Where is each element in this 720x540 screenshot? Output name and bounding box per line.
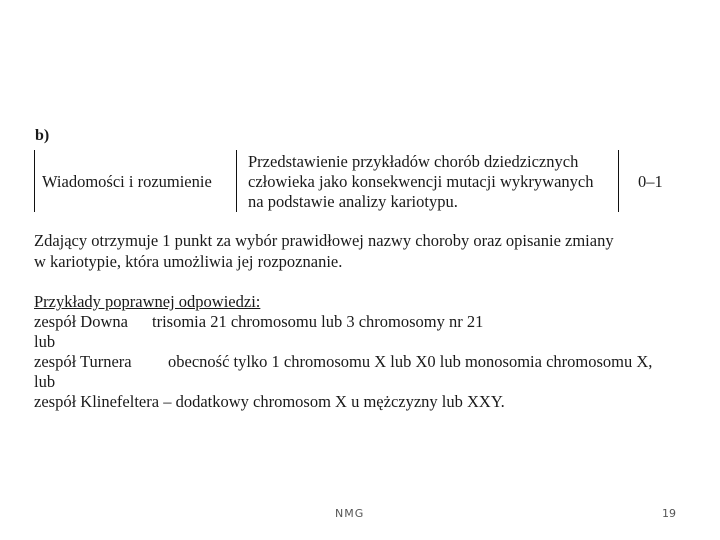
example-or: lub <box>34 332 56 351</box>
example-description: trisomia 21 chromosomu lub 3 chromosomy nr 21 <box>152 312 484 331</box>
criteria-description <box>248 152 628 212</box>
example-term: zespół Downa <box>34 312 128 331</box>
examples-title: Przykłady poprawnej odpowiedzi: <box>34 292 261 311</box>
scoring-rule-line: w kariotypie, która umożliwia jej rozpoznanie. <box>34 252 343 271</box>
footer-text: NMG <box>335 507 365 520</box>
example-term: zespół Turnera <box>34 352 132 371</box>
criteria-points: 0–1 <box>638 172 663 191</box>
criteria-description-line: na podstawie analizy kariotypu. <box>248 192 458 211</box>
page-number: 19 <box>662 507 676 520</box>
criteria-description-line: człowieka jako konsekwencji mutacji wykrywanych <box>248 172 594 191</box>
criteria-row <box>34 150 680 212</box>
scoring-rule <box>34 230 686 272</box>
example-or: lub <box>34 372 56 391</box>
table-divider <box>236 150 237 212</box>
table-divider <box>34 150 35 212</box>
example-line: zespół Klinefeltera – dodatkowy chromosom X u mężczyzny lub XXY. <box>34 392 505 411</box>
criteria-area: Wiadomości i rozumienie <box>42 172 212 191</box>
example-line <box>34 352 684 372</box>
scanned-answer-key <box>30 122 694 422</box>
example-line <box>34 312 684 332</box>
example-description: obecność tylko 1 chromosomu X lub X0 lub monosomia chromosomu X, <box>168 352 653 371</box>
scoring-rule-line: Zdający otrzymuje 1 punkt za wybór prawidłowej nazwy choroby oraz opisanie zmiany <box>34 231 614 250</box>
criteria-description-line: Przedstawienie przykładów chorób dziedzicznych <box>248 152 579 171</box>
part-label: b) <box>35 127 50 144</box>
